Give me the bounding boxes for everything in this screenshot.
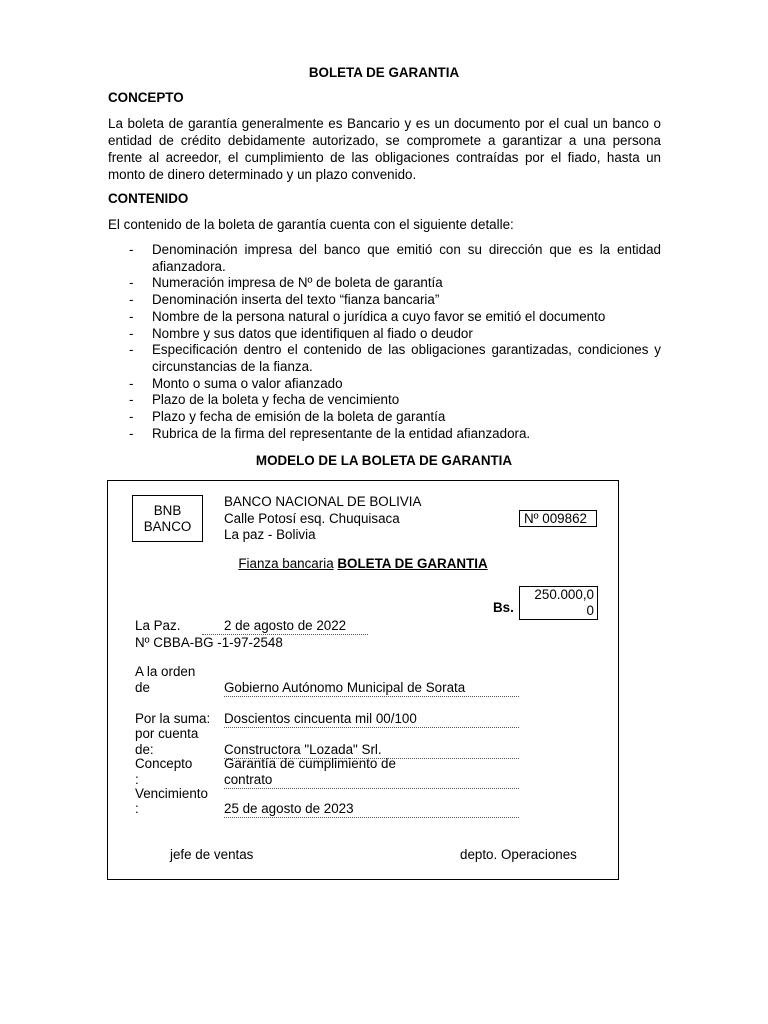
bank-address: Calle Potosí esq. Chuquisaca xyxy=(224,510,400,526)
list-item: - Especificación dentro el contenido de las obligaciones garantizadas, condiciones y circunstancias de la fianza. xyxy=(129,342,661,374)
cuenta-label-2: de: xyxy=(135,742,154,757)
bank-city: La paz - Bolivia xyxy=(224,527,316,542)
concepto-label-1: Concepto xyxy=(135,756,193,771)
concepto-heading: CONCEPTO xyxy=(108,90,184,105)
list-item: - Rubrica de la firma del representante de la entidad afianzadora. xyxy=(129,425,531,441)
list-item-text: Plazo de la boleta y fecha de vencimiento xyxy=(152,392,400,408)
fianza-title: BOLETA DE GARANTIA xyxy=(337,556,488,571)
cuenta-value: Constructora "Lozada" Srl. xyxy=(224,742,519,759)
list-item: - Nombre y sus datos que identifiquen al fiado o deudor xyxy=(129,325,473,341)
suma-value: Doscientos cincuenta mil 00/100 xyxy=(224,711,519,728)
reference-number: Nº CBBA-BG -1-97-2548 xyxy=(135,635,283,650)
vencimiento-value: 25 de agosto de 2023 xyxy=(224,801,519,818)
list-item-text: Plazo y fecha de emisión de la boleta de garantía xyxy=(152,409,446,425)
fianza-line xyxy=(108,556,618,571)
list-item-text: Nombre de la persona natural o jurídica a cuyo favor se emitió el documento xyxy=(152,308,606,324)
amount-line-2: 0 xyxy=(586,603,594,618)
signature-right: depto. Operaciones xyxy=(460,847,577,862)
list-item: - Nombre de la persona natural o jurídica a cuyo favor se emitió el documento xyxy=(129,308,606,324)
bank-name: BANCO NACIONAL DE BOLIVIA xyxy=(224,494,422,509)
document-title: BOLETA DE GARANTIA xyxy=(308,65,460,80)
contenido-list xyxy=(108,242,661,442)
list-item-text: Denominación impresa del banco que emitió con su dirección que es la entidad afianzadora. xyxy=(152,242,661,274)
guarantee-model-box xyxy=(107,480,619,880)
bank-info xyxy=(224,494,421,544)
orden-value: Gobierno Autónomo Municipal de Sorata xyxy=(224,680,519,697)
fianza-label: Fianza bancaria xyxy=(238,556,334,571)
contenido-heading: CONTENIDO xyxy=(108,191,189,206)
list-item: - Numeración impresa de Nº de boleta de garantía xyxy=(129,275,443,291)
list-item-text: Numeración impresa de Nº de boleta de garantía xyxy=(152,275,443,291)
amount-line-1: 250.000,0 xyxy=(534,587,594,602)
date-value: 2 de agosto de 2022 xyxy=(202,618,368,635)
model-heading: MODELO DE LA BOLETA DE GARANTIA xyxy=(255,453,513,468)
list-item: - Plazo y fecha de emisión de la boleta de garantía xyxy=(129,409,446,425)
list-item: - Denominación impresa del banco que emitió con su dirección que es la entidad afianzadora. xyxy=(129,242,661,274)
list-item-text: Monto o suma o valor afianzado xyxy=(152,375,343,391)
vencimiento-label-2: : xyxy=(135,801,139,816)
list-item-text: Rubrica de la firma del representante de la entidad afianzadora. xyxy=(152,425,531,441)
list-item: - Plazo de la boleta y fecha de vencimiento xyxy=(129,392,400,408)
cuenta-label-1: por cuenta xyxy=(135,726,199,741)
suma-label: Por la suma: xyxy=(135,711,211,726)
list-item-text: Especificación dentro el contenido de las obligaciones garantizadas, condiciones y circunstancias de la fianza. xyxy=(152,342,661,374)
concepto-label-2: : xyxy=(135,772,139,787)
logo-line-banco: BANCO xyxy=(143,519,192,534)
amount-box xyxy=(519,586,598,620)
currency-label: Bs. xyxy=(493,600,514,615)
list-item: - Monto o suma o valor afianzado xyxy=(129,375,343,391)
orden-label-2: de xyxy=(135,680,150,695)
concepto-value-2: contrato xyxy=(224,772,519,789)
signature-left: jefe de ventas xyxy=(170,847,254,862)
place-label: La Paz. xyxy=(135,618,181,633)
contenido-intro: El contenido de la boleta de garantía cuenta con el siguiente detalle: xyxy=(108,217,514,232)
boleta-number: Nº 009862 xyxy=(519,510,597,527)
orden-label-1: A la orden xyxy=(135,664,196,679)
vencimiento-label-1: Vencimiento xyxy=(135,786,208,801)
list-item: - Denominación inserta del texto “fianza bancaria” xyxy=(129,292,440,308)
logo-line-bnb: BNB xyxy=(153,503,182,518)
bank-logo-box xyxy=(132,495,203,542)
concepto-value-1: Garantía de cumplimiento de xyxy=(224,756,396,771)
concepto-paragraph: La boleta de garantía generalmente es Bancario y es un documento por el cual un banco o entidad de crédito debidamente autorizado, se compromete a garantizar a una persona frente al acreedor, el cumplimiento de las obligaciones contraídas por el fiado, hasta un monto de dinero determinado y un plazo convenido. xyxy=(108,116,661,182)
list-item-text: Denominación inserta del texto “fianza bancaria” xyxy=(152,292,440,308)
list-item-text: Nombre y sus datos que identifiquen al fiado o deudor xyxy=(152,325,473,341)
